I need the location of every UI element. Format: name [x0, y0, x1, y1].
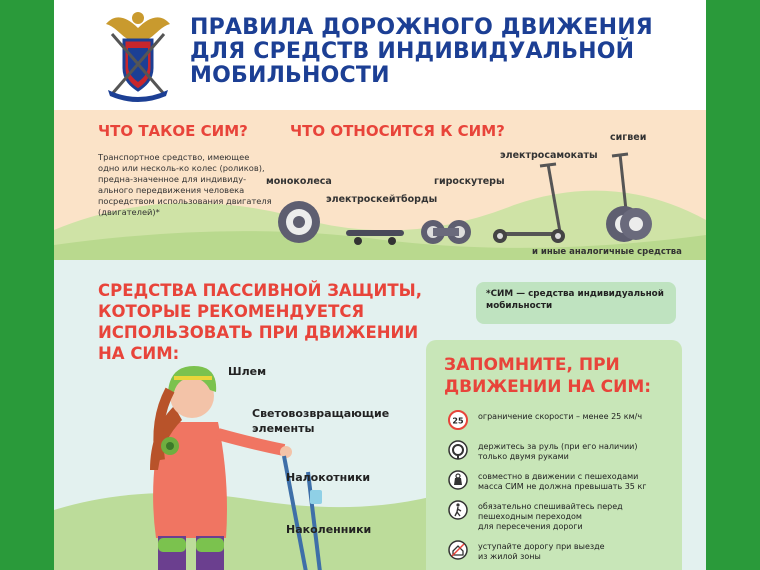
protection-item-label: Наколенники — [286, 523, 372, 536]
monowheel-icon — [276, 198, 322, 246]
device-label-eskateboard: электроскейтборды — [326, 194, 438, 205]
remember-title-line: ЗАПОМНИТЕ, ПРИ — [444, 355, 620, 375]
protection-item-knee-pads — [286, 522, 371, 537]
header — [54, 0, 706, 110]
protection-title-line: КОТОРЫЕ РЕКОМЕНДУЕТСЯ — [98, 302, 365, 321]
steering-wheel-icon — [448, 440, 468, 460]
protection-item-elbow-pads — [286, 470, 370, 485]
device-label-monowheel: моноколеса — [266, 176, 332, 187]
sim-footnote: *СИМ — средства индивидуальной мобильности — [476, 282, 676, 324]
rule-line: держитесь за руль (при его наличии) — [478, 442, 638, 451]
rule-line: совместно в движении с пешеходами — [478, 472, 639, 481]
protection-item-helmet — [228, 364, 266, 379]
police-emblem-icon — [98, 4, 178, 104]
hoverboard-icon — [420, 218, 472, 246]
sim-definition-text: Транспортное средство, имеющее одно или несколь-ко колес (роликов), предна-значенное для индивиду-ального передвижения человека посредством использования двигателя (двигателей)* — [98, 152, 272, 217]
pedestrian-crossing-icon — [448, 500, 468, 520]
rule-line: пешеходным переходом — [478, 512, 582, 521]
device-label-escooter: электросамокаты — [500, 150, 598, 161]
rule-text — [478, 502, 623, 532]
rule-line: из жилой зоны — [478, 552, 541, 561]
rule-line: масса СИМ не должна превышать 35 кг — [478, 482, 647, 491]
protection-item-label: Шлем — [228, 365, 267, 378]
protection-item-label: Налокотники — [286, 471, 371, 484]
title-line: ПРАВИЛА ДОРОЖНОГО ДВИЖЕНИЯ — [190, 15, 653, 40]
page-title — [190, 16, 690, 88]
protection-item-label: Световозвращающие элементы — [252, 407, 390, 435]
protection-item-reflectors — [252, 406, 390, 436]
rule-line: для пересечения дороги — [478, 522, 583, 531]
speed-sign-text: 25 — [452, 416, 464, 426]
sim-definition-section — [54, 110, 706, 260]
belongs-heading: ЧТО ОТНОСИТСЯ К СИМ? — [290, 122, 505, 140]
weight-icon — [448, 470, 468, 490]
segway-icon — [596, 148, 652, 246]
rule-text — [478, 472, 646, 492]
remember-title-line: ДВИЖЕНИИ НА СИМ: — [444, 377, 652, 397]
other-devices-label: и иные аналогичные средства — [532, 247, 682, 257]
eskateboard-icon — [344, 226, 406, 246]
remember-title — [444, 354, 651, 398]
protection-title-line: СРЕДСТВА ПАССИВНОЙ ЗАЩИТЫ, — [98, 281, 422, 300]
protection-section — [54, 260, 706, 570]
rule-item — [440, 440, 680, 470]
protection-title-line: ИСПОЛЬЗОВАТЬ ПРИ ДВИЖЕНИИ — [98, 323, 419, 342]
escooter-icon — [488, 160, 568, 246]
rule-item — [440, 500, 680, 538]
device-label-segway: сигвеи — [610, 132, 647, 143]
title-line: ДЛЯ СРЕДСТВ ИНДИВИДУАЛЬНОЙ — [190, 39, 635, 64]
rule-item — [440, 540, 680, 570]
poster — [54, 0, 706, 570]
rule-line: ограничение скорости – менее 25 км/ч — [478, 412, 643, 421]
rule-text — [478, 412, 642, 422]
residential-zone-icon — [448, 540, 468, 560]
protection-title — [98, 280, 422, 364]
speed-limit-icon — [448, 410, 468, 430]
rule-line: уступайте дорогу при выезде — [478, 542, 605, 551]
rule-line: обязательно спешивайтесь перед — [478, 502, 623, 511]
title-line: МОБИЛЬНОСТИ — [190, 63, 390, 88]
protection-title-line: НА СИМ: — [98, 344, 180, 363]
what-is-heading: ЧТО ТАКОЕ СИМ? — [98, 122, 248, 140]
rule-line: только двумя руками — [478, 452, 569, 461]
remember-box — [426, 340, 682, 570]
rule-item — [440, 410, 680, 440]
device-label-hoverboard: гироскутеры — [434, 176, 505, 187]
rule-text — [478, 542, 605, 562]
rule-item — [440, 470, 680, 500]
girl-with-poles-illustration — [134, 360, 364, 570]
rule-text — [478, 442, 637, 462]
